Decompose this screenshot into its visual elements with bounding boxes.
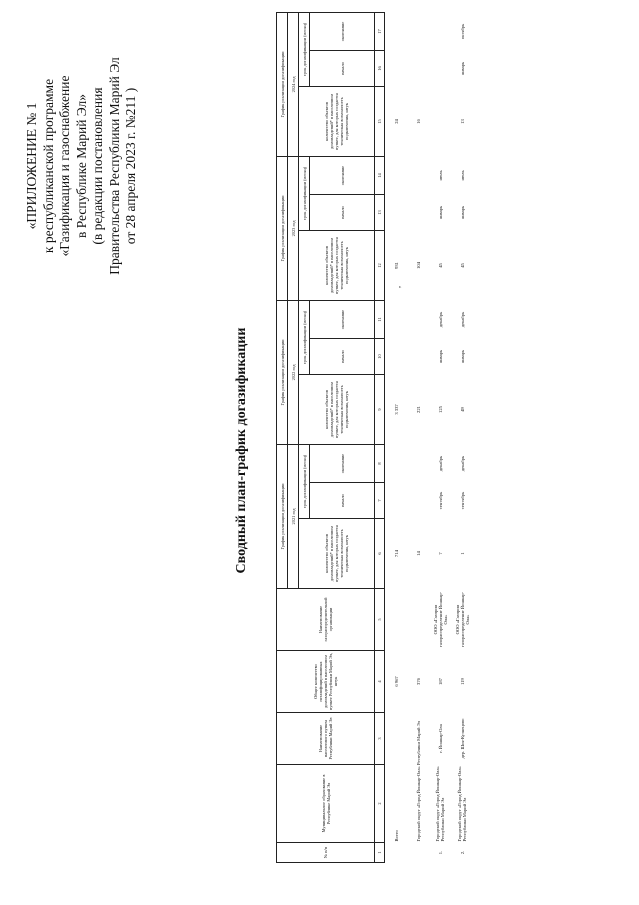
header-line-5: (в редакции постановления xyxy=(90,87,105,245)
col-num: 8 xyxy=(375,444,385,482)
cell: 45 xyxy=(459,263,465,268)
cell: декабрь xyxy=(437,455,443,472)
col-num: 12 xyxy=(375,230,385,300)
cell: декабрь xyxy=(437,311,443,328)
col-num: 17 xyxy=(375,12,385,50)
cell xyxy=(407,843,429,863)
stray-mark: , xyxy=(393,286,402,288)
cell: 1 xyxy=(459,552,465,555)
cell: декабрь xyxy=(459,311,465,328)
th-schedule-2023: График реализации догазификации xyxy=(277,156,288,300)
cell: 221 xyxy=(415,406,421,413)
header-line-4: в Республике Марий Эл» xyxy=(73,93,89,239)
cell xyxy=(385,194,408,230)
header-line-2: к республиканской программе xyxy=(40,78,56,254)
cell: 2. xyxy=(459,850,465,855)
cell xyxy=(385,156,408,194)
document-title: Сводный план-график догазификации xyxy=(234,327,249,574)
col-num: 14 xyxy=(375,156,385,194)
col-num: 5 xyxy=(375,589,385,651)
cell: 376 xyxy=(415,678,421,685)
column-number-row xyxy=(375,12,385,862)
cell: январь xyxy=(459,205,465,220)
th-end-2023: окончание xyxy=(310,156,375,194)
th-year-2023: 2023 год xyxy=(288,156,299,300)
cell: дер. Шоя-Кузнецово xyxy=(459,718,465,759)
cell xyxy=(407,300,429,338)
appendix-header xyxy=(24,31,140,301)
cell: Городской округ «Город Йошкар-Ола» Республики Марий Эл xyxy=(435,766,445,842)
th-term-2022: срок догазификации (месяц) xyxy=(299,300,310,374)
cell xyxy=(407,589,429,651)
col-num: 1 xyxy=(375,843,385,863)
cell xyxy=(385,483,408,519)
cell: 6 967 xyxy=(393,676,399,687)
cell xyxy=(385,12,408,50)
header-line-3: «Газификация и газоснабжение xyxy=(57,75,72,257)
cell xyxy=(385,338,408,374)
col-num: 16 xyxy=(375,50,385,86)
th-term-2024: срок догазификации (месяц) xyxy=(299,12,310,86)
th-year-2022: 2022 год xyxy=(288,300,299,444)
cell xyxy=(407,156,429,194)
cell xyxy=(407,12,429,50)
cell: Городской округ «Город Йошкар-Ола» Республики Марий Эл xyxy=(415,721,421,842)
cell xyxy=(429,12,451,50)
col-num: 4 xyxy=(375,651,385,713)
th-total: Общее количество негазифицированных домовладений в населенном пункте Республики Марий Эл, штук xyxy=(277,651,375,713)
cell: декабрь xyxy=(459,455,465,472)
cell: 24 xyxy=(393,119,399,124)
cell: 13 xyxy=(459,119,465,124)
cell: 7 xyxy=(437,552,443,555)
th-year-2021: 2021 год xyxy=(288,444,299,588)
cell: июль xyxy=(437,170,443,181)
col-num: 2 xyxy=(375,765,385,843)
th-end-2021: окончание xyxy=(310,444,375,482)
cell xyxy=(407,483,429,519)
header-row-1 xyxy=(277,12,288,862)
rotated-content xyxy=(18,23,618,878)
th-num: № п/п xyxy=(277,843,375,863)
th-year-2024: 2024 год xyxy=(288,12,299,156)
th-start-2024: начало xyxy=(310,50,375,86)
cell: 45 xyxy=(437,263,443,268)
th-municipality: Муниципальное образование в Республике Марий Эл xyxy=(277,765,375,843)
cell: январь xyxy=(459,61,465,76)
th-schedule-2021: График реализации догазификации xyxy=(277,444,288,588)
th-settlement: Наименование населенного пункта Республики Марий Эл xyxy=(277,713,375,765)
cell: ООО «Газпром газораспределение Йошкар-Ола» xyxy=(454,591,470,648)
col-num: 13 xyxy=(375,194,385,230)
cell xyxy=(385,589,408,651)
schedule-table xyxy=(276,12,473,863)
cell xyxy=(429,50,451,86)
cell xyxy=(407,338,429,374)
table-row xyxy=(385,12,408,862)
cell: сентябрь xyxy=(459,491,465,510)
cell: 16 xyxy=(415,119,421,124)
col-num: 10 xyxy=(375,338,385,374)
cell xyxy=(385,300,408,338)
th-count-2023: количество объектов домовладений* в населенном пункте, для которых создается техническая возможность подключения, штук xyxy=(299,230,375,300)
th-term-2021: срок догазификации (месяц) xyxy=(299,444,310,518)
cell: сентябрь xyxy=(437,491,443,510)
th-end-2022: окончание xyxy=(310,300,375,338)
cell xyxy=(385,444,408,482)
cell: октябрь xyxy=(459,23,465,40)
th-end-2024: окончание xyxy=(310,12,375,50)
th-term-2023: срок догазификации (месяц) xyxy=(299,156,310,230)
table-row xyxy=(429,12,451,862)
cell: 104 xyxy=(415,262,421,269)
cell: январь xyxy=(459,349,465,364)
header-line-1: «ПРИЛОЖЕНИЕ № 1 xyxy=(24,102,39,230)
col-num: 11 xyxy=(375,300,385,338)
col-num: 7 xyxy=(375,483,385,519)
th-start-2022: начало xyxy=(310,338,375,374)
cell: 931 xyxy=(393,262,399,269)
col-num: 6 xyxy=(375,519,385,589)
cell: январь xyxy=(437,205,443,220)
header-line-6: Правительства Республики Марий Эл xyxy=(106,57,122,275)
table-row xyxy=(451,12,473,862)
cell xyxy=(407,50,429,86)
cell: 125 xyxy=(437,406,443,413)
th-start-2023: начало xyxy=(310,194,375,230)
cell: 3 337 xyxy=(393,404,399,415)
cell: 119 xyxy=(459,678,465,685)
header-line-7: от 28 апреля 2023 г. №211 ) xyxy=(123,87,138,245)
col-num: 9 xyxy=(375,374,385,444)
cell: Городской округ «Город Йошкар-Ола» Республики Марий Эл xyxy=(457,766,467,842)
cell: 1. xyxy=(437,850,443,855)
th-count-2022: количество объектов домовладений* в населенном пункте, для которых создается техническая возможность подключения, штук xyxy=(299,374,375,444)
cell: 187 xyxy=(437,678,443,685)
th-count-2024: количество объектов домовладений* в населенном пункте, для которых создается техническая возможность подключения, штук xyxy=(299,86,375,156)
cell: 49 xyxy=(459,407,465,412)
th-schedule-2024: График реализации догазификации xyxy=(277,12,288,156)
cell xyxy=(429,86,451,156)
cell: г. Йошкар-Ола xyxy=(437,724,443,753)
cell: 714 xyxy=(393,550,399,557)
cell: январь xyxy=(437,349,443,364)
col-num: 15 xyxy=(375,86,385,156)
cell xyxy=(385,713,408,765)
th-schedule-2022: График реализации догазификации xyxy=(277,300,288,444)
table-row xyxy=(407,12,429,862)
cell xyxy=(407,194,429,230)
th-org: Наименование газораспределительной организации xyxy=(277,589,375,651)
col-num: 3 xyxy=(375,713,385,765)
cell xyxy=(407,444,429,482)
cell: 14 xyxy=(415,551,421,556)
th-start-2021: начало xyxy=(310,483,375,519)
cell: ООО «Газпром газораспределение Йошкар-Ола» xyxy=(432,591,448,648)
cell xyxy=(385,843,408,863)
cell: Всего xyxy=(393,830,399,842)
cell xyxy=(385,50,408,86)
th-count-2021: количество объектов домовладений* в населенном пункте, для которых создается техническая возможность подключения, штук xyxy=(299,519,375,589)
cell: июль xyxy=(459,170,465,181)
